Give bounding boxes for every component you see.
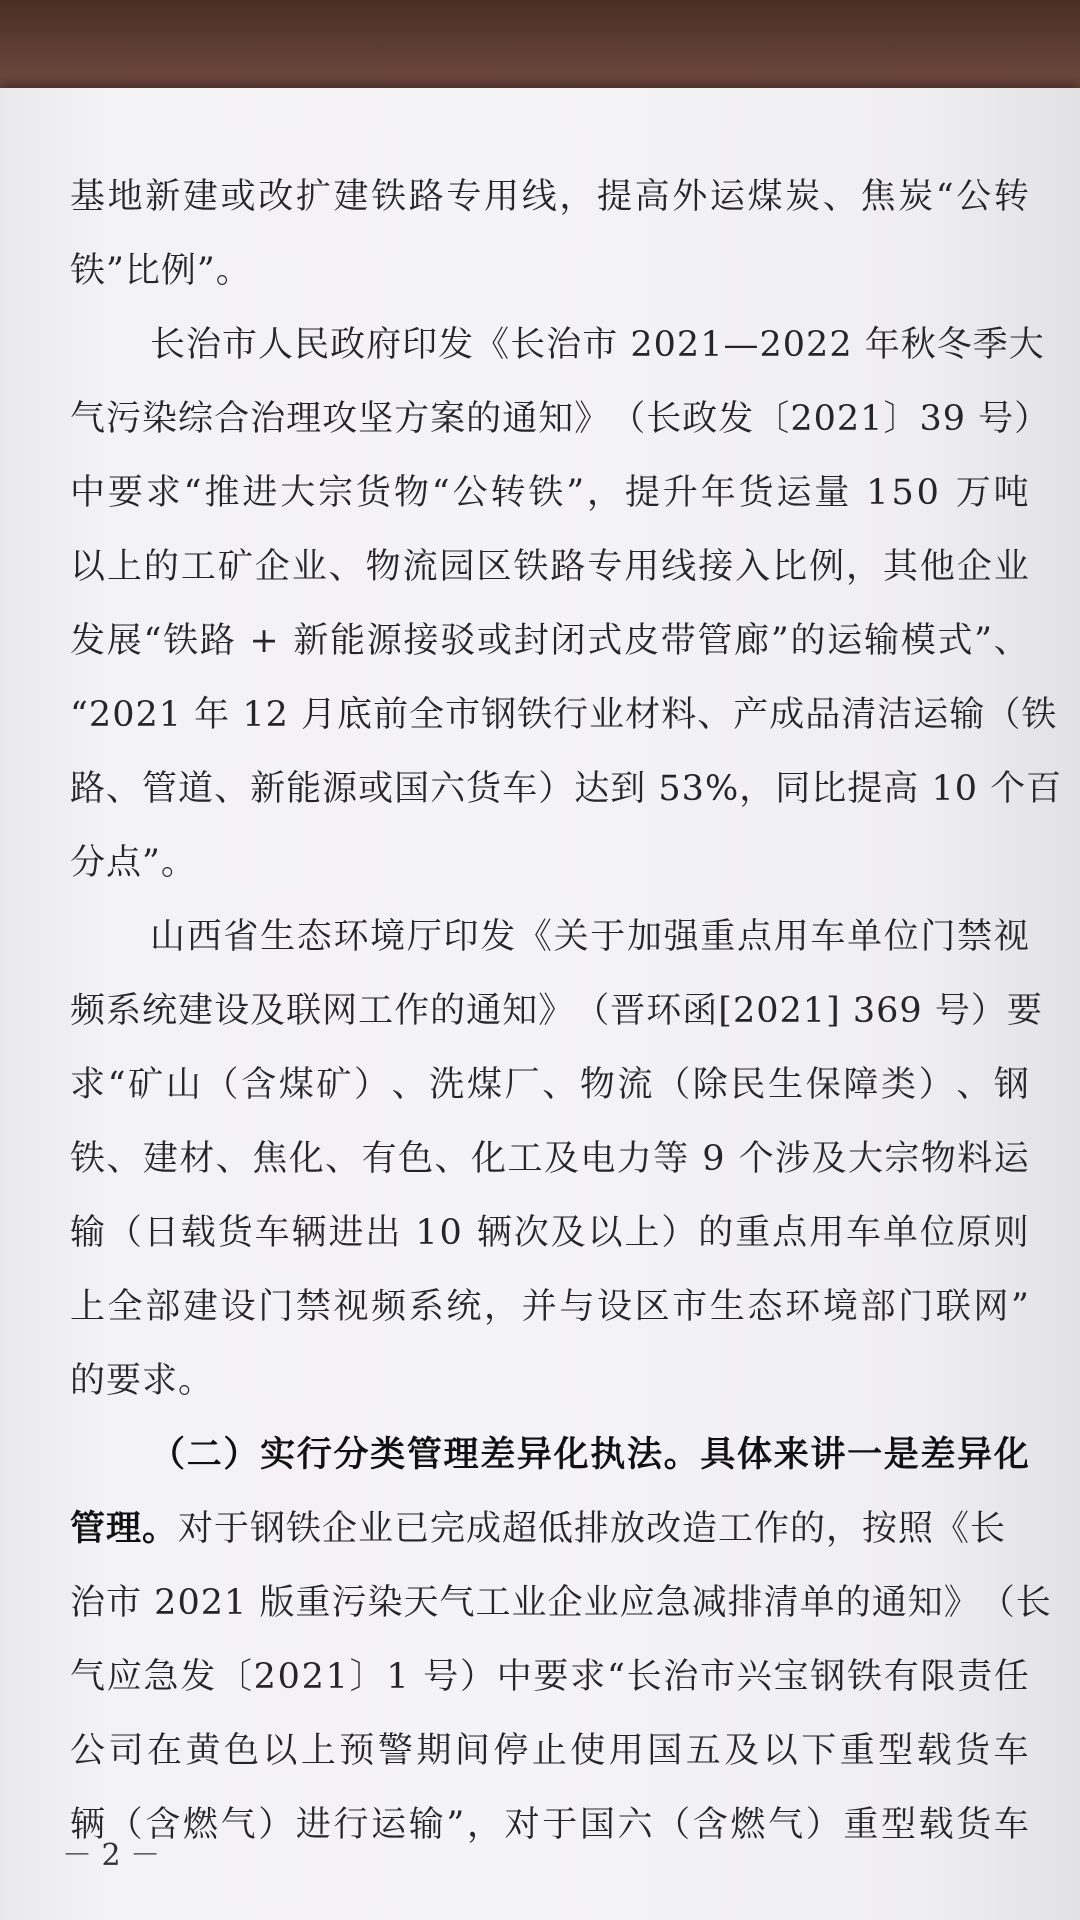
text-line: 以 上 的 工 矿 企 业 、 物 流 园 区 铁 路 专 用 线 接 入 比 例 ， 其 他 企 业	[70, 547, 1030, 587]
text-line: 治 市 2 0 2 1 版 重 污 染 天 气 工 业 企 业 应 急 减 排 清 单 的 通 知 》 （ 长	[70, 1583, 1052, 1623]
text-line: 辆 （ 含 燃 气 ） 进 行 运 输 ” ， 对 于 国 六 （ 含 燃 气 ） 重 型 载 货 车	[70, 1805, 1030, 1845]
text-line: 气 应 急 发 〔 2 0 2 1 〕 1 号 ） 中 要 求 “ 长 治 市 兴 宝 钢 铁 有 限 责 任	[70, 1657, 1030, 1697]
document-body	[70, 160, 1063, 1862]
text-line: 铁”比例”。	[70, 251, 252, 291]
text-line: 分点”。	[70, 843, 197, 883]
text-line	[70, 1492, 1030, 1566]
text-line: 求 “ 矿 山 （ 含 煤 矿 ） 、 洗 煤 厂 、 物 流 （ 除 民 生 保 障 类 ） 、 钢	[70, 1065, 1030, 1105]
text-line: 路 、 管 道 、 新 能 源 或 国 六 货 车 ） 达 到 5 3 % ， 同 比 提 高 1 0 个 百	[70, 769, 1063, 809]
section-heading: （ 二 ） 实 行 分 类 管 理 差 异 化 执 法 。 具 体 来 讲 一 是 差 异 化	[150, 1434, 1030, 1475]
text-line: 上 全 部 建 设 门 禁 视 频 系 统 ， 并 与 设 区 市 生 态 环 境 部 门 联 网 ”	[70, 1287, 1030, 1327]
text-line: 基 地 新 建 或 改 扩 建 铁 路 专 用 线 ， 提 高 外 运 煤 炭 、 焦 炭 “ 公 转	[70, 177, 1030, 217]
text-line: 频 系 统 建 设 及 联 网 工 作 的 通 知 》 （ 晋 环 函 [ 2 0 2 1 ] 3 6 9 号 ） 要	[70, 991, 1043, 1031]
page-number: － 2 －	[62, 1838, 161, 1873]
text-run: 对于钢铁企业已完成超低排放改造工作的，按照《长	[178, 1509, 1007, 1549]
paragraph-first-line: 山 西 省 生 态 环 境 厅 印 发 《 关 于 加 强 重 点 用 车 单 位 门 禁 视	[150, 917, 1030, 957]
text-line: 的要求。	[70, 1361, 215, 1401]
text-line: 气 污 染 综 合 治 理 攻 坚 方 案 的 通 知 》 （ 长 政 发 〔 2 0 2 1 〕 3 9 号 ）	[70, 399, 1051, 439]
text-line: 输 （ 日 载 货 车 辆 进 出 1 0 辆 次 及 以 上 ） 的 重 点 用 车 单 位 原 则	[70, 1213, 1030, 1253]
text-line: “ 2 0 2 1 年 1 2 月 底 前 全 市 钢 铁 行 业 材 料 、 产 成 品 清 洁 运 输 （ 铁	[70, 695, 1058, 735]
text-line: 发 展 “ 铁 路 + 新 能 源 接 驳 或 封 闭 式 皮 带 管 廊 ” 的 运 输 模 式 ” 、	[70, 621, 1030, 661]
text-line: 铁 、 建 材 、 焦 化 、 有 色 、 化 工 及 电 力 等 9 个 涉 及 大 宗 物 料 运	[70, 1139, 1030, 1179]
section-heading-continuation: 管理。	[70, 1508, 179, 1549]
text-line: 公 司 在 黄 色 以 上 预 警 期 间 停 止 使 用 国 五 及 以 下 重 型 载 货 车	[70, 1731, 1030, 1771]
paragraph-first-line: 长 治 市 人 民 政 府 印 发 《 长 治 市 2 0 2 1 — 2 0 2 2 年 秋 冬 季 大	[150, 325, 1045, 365]
text-line: 中 要 求 “ 推 进 大 宗 货 物 “ 公 转 铁 ” ， 提 升 年 货 运 量 1 5 0 万 吨	[70, 473, 1030, 513]
